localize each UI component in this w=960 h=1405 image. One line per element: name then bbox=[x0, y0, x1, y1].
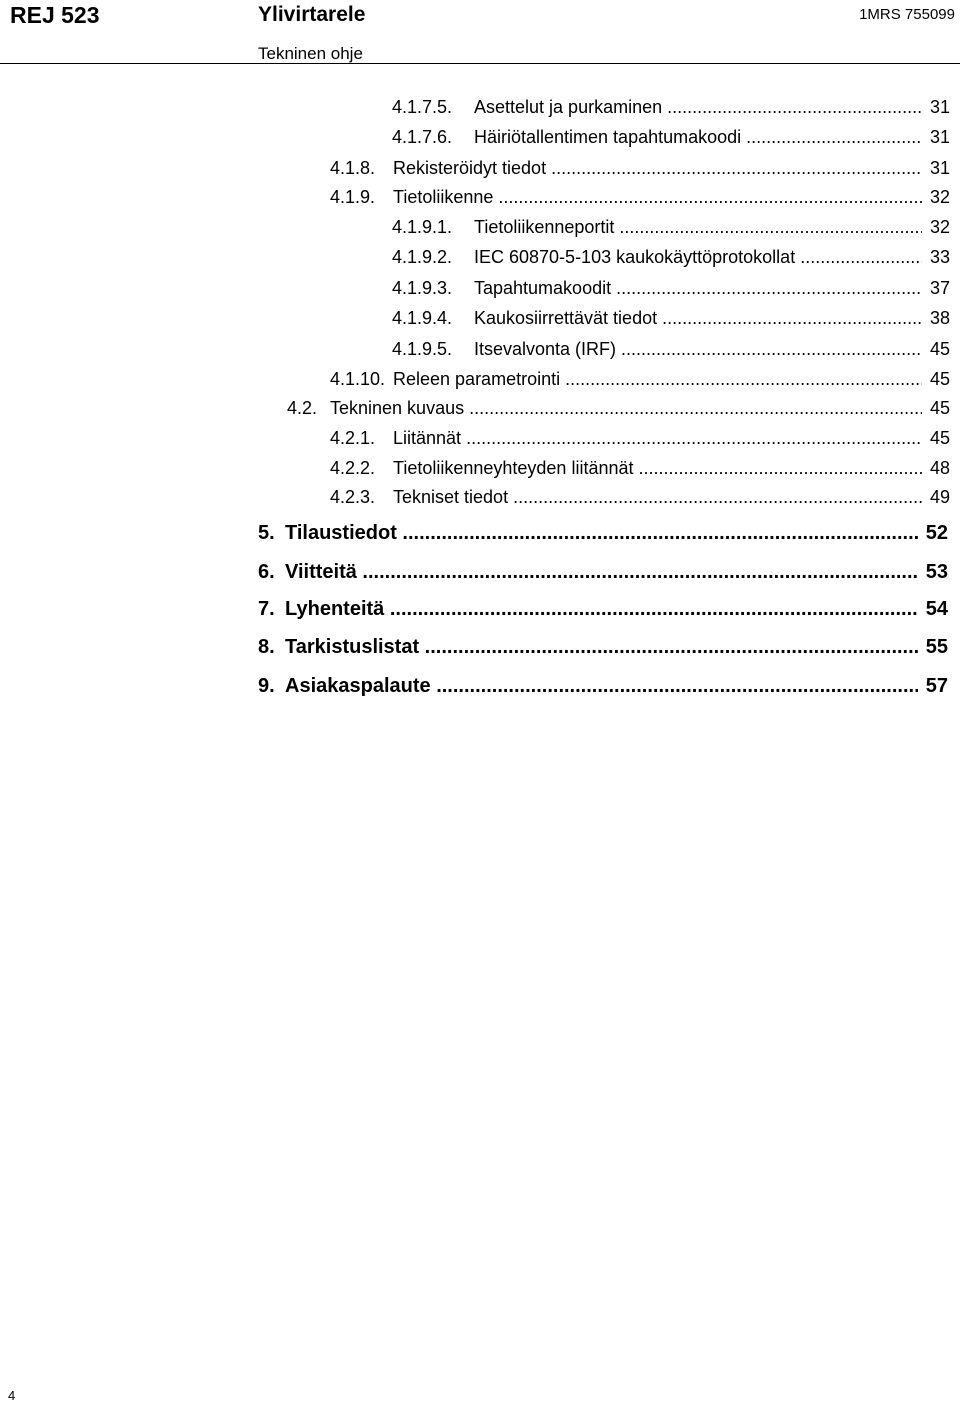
toc-chapter[interactable] bbox=[258, 522, 948, 550]
toc-entry-title: Lyhenteitä ..... bbox=[285, 598, 918, 621]
toc-entry-title: Tarkistuslistat ..... bbox=[285, 636, 918, 659]
toc-entry-number: 6. bbox=[258, 561, 275, 583]
toc-entry-page: 48 bbox=[929, 458, 950, 478]
toc-entry-title: Rekisteröidyt tiedot ..... bbox=[393, 158, 922, 179]
toc-entry-title: IEC 60870-5-103 kaukokäyttöprotokollat ..... bbox=[474, 247, 922, 268]
toc-entry-page: 32 bbox=[929, 217, 950, 237]
toc-entry-number: 4.2. bbox=[287, 398, 318, 418]
toc-entry-page: 31 bbox=[929, 127, 950, 147]
toc-entry[interactable] bbox=[330, 487, 950, 511]
toc-entry[interactable] bbox=[392, 127, 950, 151]
toc-entry-title: Tietoliikenneyhteyden liitännät ..... bbox=[393, 458, 922, 479]
toc-entry-number: 4.1.8. bbox=[330, 158, 376, 178]
toc-entry[interactable] bbox=[287, 398, 950, 422]
document-subtitle: Tekninen ohje bbox=[258, 44, 363, 63]
toc-entry[interactable] bbox=[392, 308, 950, 332]
toc-entry-page: 31 bbox=[929, 158, 950, 178]
toc-chapter[interactable] bbox=[258, 636, 948, 664]
toc-entry-title: Tilaustiedot ..... bbox=[285, 522, 918, 545]
toc-entry[interactable] bbox=[392, 278, 950, 302]
toc-entry-number: 4.1.10. bbox=[330, 369, 386, 389]
toc-entry-number: 4.1.9.4. bbox=[392, 308, 453, 328]
toc-entry-page: 45 bbox=[929, 398, 950, 418]
toc-entry-number: 4.1.7.6. bbox=[392, 127, 453, 147]
toc-entry-page: 45 bbox=[929, 339, 950, 359]
toc-entry-number: 5. bbox=[258, 522, 275, 544]
toc-entry-title: Releen parametrointi ..... bbox=[393, 369, 922, 390]
toc-entry[interactable] bbox=[330, 187, 950, 211]
toc-entry-page: 37 bbox=[929, 278, 950, 298]
document-number: 1MRS 755099 bbox=[859, 6, 955, 23]
toc-entry[interactable] bbox=[330, 428, 950, 452]
toc-entry-number: 4.1.9.5. bbox=[392, 339, 453, 359]
product-code: REJ 523 bbox=[10, 2, 100, 28]
toc-entry[interactable] bbox=[392, 97, 950, 121]
toc-entry-number: 4.1.9. bbox=[330, 187, 376, 207]
toc-chapter[interactable] bbox=[258, 598, 948, 626]
toc-chapter[interactable] bbox=[258, 675, 948, 703]
toc-entry-page: 53 bbox=[925, 561, 948, 583]
toc-entry[interactable] bbox=[392, 217, 950, 241]
toc-entry-page: 31 bbox=[929, 97, 950, 117]
toc-entry[interactable] bbox=[330, 158, 950, 182]
toc-entry[interactable] bbox=[330, 458, 950, 482]
toc-entry-title: Tapahtumakoodit ..... bbox=[474, 278, 922, 299]
toc-entry-page: 54 bbox=[925, 598, 948, 620]
toc-entry-number: 4.2.1. bbox=[330, 428, 376, 448]
toc-entry-number: 4.2.3. bbox=[330, 487, 376, 507]
toc-entry-title: Tietoliikenneportit ..... bbox=[474, 217, 922, 238]
toc-entry-title: Viitteitä ..... bbox=[285, 561, 918, 584]
toc-entry-page: 55 bbox=[925, 636, 948, 658]
page-number: 4 bbox=[8, 1388, 16, 1403]
product-title: Ylivirtarele bbox=[258, 3, 366, 26]
toc-entry-title: Häiriötallentimen tapahtumakoodi ..... bbox=[474, 127, 922, 148]
toc-entry-number: 4.1.7.5. bbox=[392, 97, 453, 117]
toc-entry-number: 7. bbox=[258, 598, 275, 620]
toc-entry-title: Itsevalvonta (IRF) ..... bbox=[474, 339, 922, 360]
toc-entry-page: 52 bbox=[925, 522, 948, 544]
toc-entry-page: 49 bbox=[929, 487, 950, 507]
toc-entry-title: Kaukosiirrettävät tiedot ..... bbox=[474, 308, 922, 329]
toc-entry-title: Tekninen kuvaus ..... bbox=[330, 398, 922, 419]
toc-entry-title: Asettelut ja purkaminen ..... bbox=[474, 97, 922, 118]
toc-entry-title: Tietoliikenne ..... bbox=[393, 187, 922, 208]
toc-entry[interactable] bbox=[392, 339, 950, 363]
toc-entry-page: 33 bbox=[929, 247, 950, 267]
toc-entry-page: 45 bbox=[929, 369, 950, 389]
toc-entry-title: Liitännät ..... bbox=[393, 428, 922, 449]
toc-entry[interactable] bbox=[392, 247, 950, 271]
header-divider bbox=[0, 63, 960, 64]
toc-entry-title: Tekniset tiedot ..... bbox=[393, 487, 922, 508]
toc-entry-number: 4.1.9.3. bbox=[392, 278, 453, 298]
toc-entry-number: 4.1.9.2. bbox=[392, 247, 453, 267]
toc-entry-number: 4.1.9.1. bbox=[392, 217, 453, 237]
toc-entry-number: 9. bbox=[258, 675, 275, 697]
toc-entry[interactable] bbox=[330, 369, 950, 393]
toc-entry-page: 38 bbox=[929, 308, 950, 328]
toc-chapter[interactable] bbox=[258, 561, 948, 589]
toc-entry-number: 4.2.2. bbox=[330, 458, 376, 478]
toc-entry-page: 32 bbox=[929, 187, 950, 207]
toc-entry-page: 45 bbox=[929, 428, 950, 448]
toc-entry-number: 8. bbox=[258, 636, 275, 658]
toc-entry-page: 57 bbox=[925, 675, 948, 697]
toc-entry-title: Asiakaspalaute ..... bbox=[285, 675, 918, 698]
